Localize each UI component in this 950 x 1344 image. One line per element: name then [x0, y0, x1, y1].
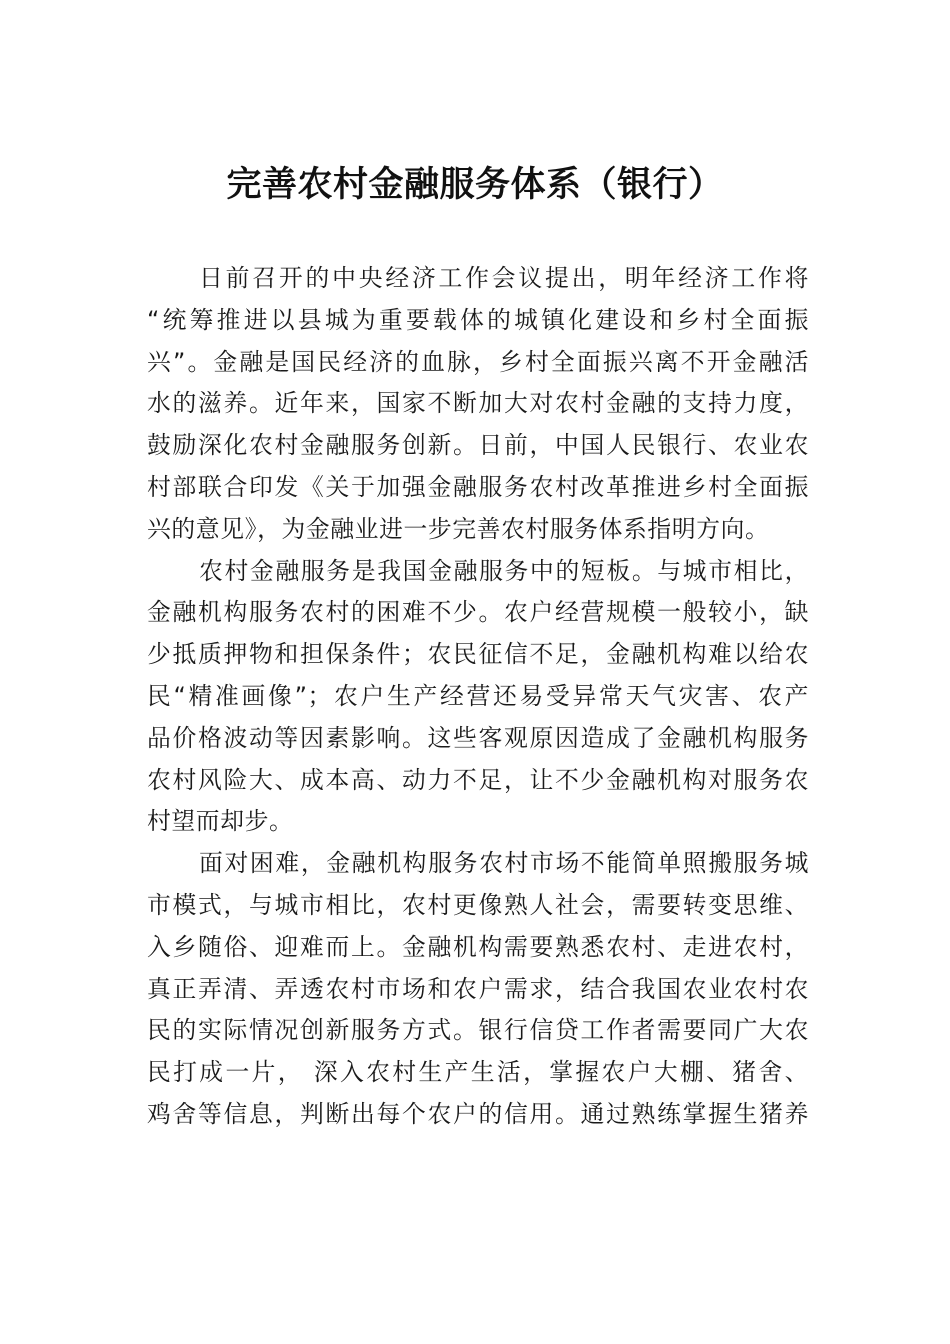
paragraph-1-line-5: 鼓励深化农村金融服务创新。日前，中国人民银行、农业农	[147, 431, 809, 460]
paragraph-1-line-1: 日前召开的中央经济工作会议提出，明年经济工作将	[199, 264, 809, 292]
paragraph-2-line-7: 村望而却步。	[147, 807, 294, 836]
paragraph-2-line-5: 品价格波动等因素影响。这些客观原因造成了金融机构服务	[147, 723, 809, 752]
paragraph-2-line-4: 民“精准画像”；农户生产经营还易受异常天气灾害、农产	[147, 681, 809, 710]
paragraph-2-line-6: 农村风险大、成本高、动力不足，让不少金融机构对服务农	[147, 765, 809, 794]
paragraph-3-line-2: 市模式，与城市相比，农村更像熟人社会，需要转变思维、	[147, 890, 809, 919]
paragraph-3-line-7: 鸡舍等信息，判断出每个农户的信用。通过熟练掌握生猪养	[147, 1099, 809, 1128]
document-body	[147, 258, 809, 1136]
paragraph-3-line-1: 面对困难，金融机构服务农村市场不能简单照搬服务城	[199, 849, 809, 878]
paragraph-3-line-6: 民打成一片， 深入农村生产生活，掌握农户大棚、猪舍、	[147, 1058, 809, 1087]
paragraph-1-line-2: “统筹推进以县城为重要载体的城镇化建设和乡村全面振	[147, 305, 809, 334]
paragraph-2-line-2: 金融机构服务农村的困难不少。农户经营规模一般较小，缺	[147, 598, 809, 627]
paragraph-1-line-7: 兴的意见》，为金融业进一步完善农村服务体系指明方向。	[147, 514, 770, 543]
paragraph-1-line-3: 兴”。金融是国民经济的血脉，乡村全面振兴离不开金融活	[147, 347, 809, 376]
paragraph-2-line-3: 少抵质押物和担保条件；农民征信不足，金融机构难以给农	[147, 640, 809, 669]
paragraph-3-line-4: 真正弄清、弄透农村市场和农户需求，结合我国农业农村农	[147, 974, 809, 1003]
paragraph-3-line-3: 入乡随俗、迎难而上。金融机构需要熟悉农村、走进农村，	[147, 932, 809, 961]
paragraph-1-line-6: 村部联合印发《关于加强金融服务农村改革推进乡村全面振	[147, 472, 809, 501]
paragraph-3-line-5: 民的实际情况创新服务方式。银行信贷工作者需要同广大农	[147, 1016, 809, 1045]
document-title: 完善农村金融服务体系（银行）	[226, 164, 724, 205]
paragraph-2-line-1: 农村金融服务是我国金融服务中的短板。与城市相比，	[199, 556, 809, 585]
paragraph-1-line-4: 水的滋养。近年来，国家不断加大对农村金融的支持力度，	[147, 389, 809, 418]
